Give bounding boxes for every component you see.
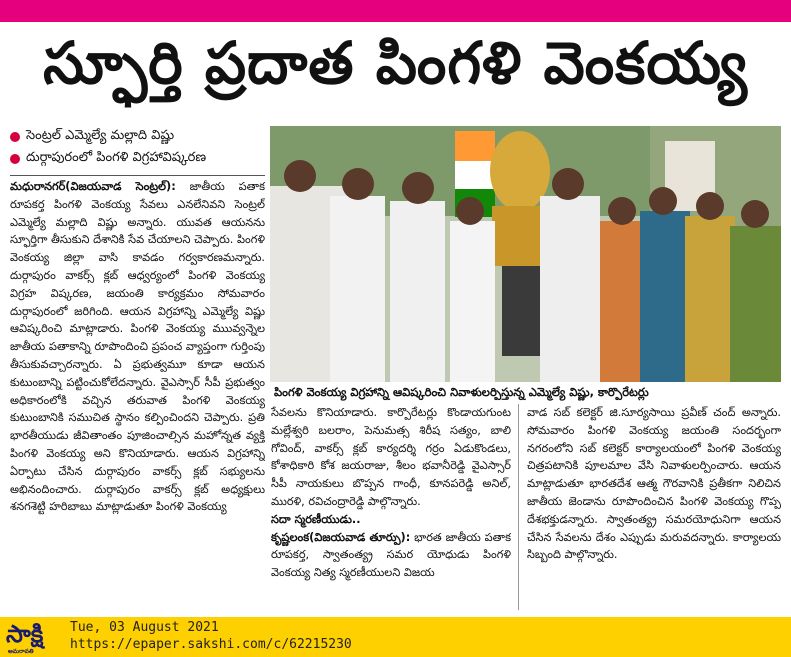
photo-caption: పింగళి వెంకయ్య విగ్రహాన్ని ఆవిష్కరించి నివాళులర్పిస్తున్న ఎమ్మెల్యే విష్ణు, కార్పొరేటర్లు: [274, 385, 649, 399]
headline: స్ఫూర్తి ప్రదాత పింగళి వెంకయ్య: [43, 28, 748, 97]
subhead-item: [10, 126, 265, 148]
article-column-1: [10, 178, 265, 610]
subhead-text: దుర్గాపురంలో పింగళి విగ్రహావిష్కరణ: [26, 150, 207, 165]
publish-date: Tue, 03 August 2021: [70, 620, 219, 635]
article-column-2: [271, 404, 511, 612]
article-text: సేవలను కొనియాడారు. కార్పొరేటర్లు కొండాయగుంట మల్లేశ్వరి బలరాం, పెనుమత్స శిరీష సత్యం, బాలి గోవింద్, వాకర్స్ క్లబ్ కార్యదర్శి గర్రం ఏడుకొండలు, కోశాధికారి కోశ జయరాజు, శీలం భవానీరెడ్డి వైఎస్సార్ సీపీ నాయకులు బొప్పన గాంధీ, కూనపరెడ్డి అనిల్, మురళి, రవిచంద్రారెడ్డి పాల్గొన్నారు.: [271, 406, 511, 508]
dateline: కృష్ణలంక(విజయవాడ తూర్పు):: [271, 530, 411, 544]
article-text: వాడ సబ్ కలెక్టర్ జి.సూర్యసాయి ప్రవీణ్ చంద్ అన్నారు. సోమవారం పింగళి వెంకయ్య జయంతి సందర్భంగా నగరంలోని సబ్ కలెక్టర్ కార్యాలయంలో పింగళి వెంకయ్య చిత్రపటానికి పూలమాల వేసి నివాళులర్పించారు. ఆయన మాట్లాడుతూ భారతదేశ ఆత్మ గౌరవానికి ప్రతీకగా నిలిచిన జాతీయ జెండాను రూపొందించిన పింగళి వెంకయ్య గొప్ప దేశభక్తుడన్నారు. స్వాతంత్య్ర సమరయోధునిగా ఆయన చేసిన సేవలను దేశం ఎప్పుడు మరువదన్నారు. కార్యాలయ సిబ్బంది పాల్గొన్నారు.: [527, 406, 781, 562]
news-photo: [270, 126, 781, 382]
epaper-url-link[interactable]: https://epaper.sakshi.com/c/62215230: [70, 637, 352, 652]
article-text: భారత జాతీయ పతాక రూపకర్త, స్వాతంత్య్ర సమర యోధుడు పింగళి వెంకయ్య నిత్య స్మరణీయులని విజయ: [271, 530, 511, 580]
bullet-dot-icon: [10, 154, 20, 164]
subhead-text: సెంట్రల్ ఎమ్మెల్యే మల్లాది విష్ణు: [26, 128, 175, 143]
article-paragraph: [271, 529, 511, 582]
sakshi-logo[interactable]: సాక్షి: [6, 620, 44, 648]
subhead-divider: [10, 175, 265, 176]
article-paragraph: [10, 178, 265, 516]
subhead-item: [10, 148, 265, 170]
logo-subtitle: అమరావతి: [8, 648, 34, 655]
top-color-bar: [0, 0, 791, 22]
bullet-dot-icon: [10, 132, 20, 142]
photo-illustration: [270, 126, 781, 382]
article-text: జాతీయ పతాక రూపకర్త పింగళి వెంకయ్య సేవలు ఎనలేనివని సెంట్రల్ ఎమ్మెల్యే మల్లాది విష్ణు అన్నారు. యువత ఆయనను స్ఫూర్తిగా తీసుకుని దేశానికి సేవ చేయాలని చెప్పారు. పింగళి వెంకయ్య జిల్లా వాసి కావడం గర్వకారణమన్నారు. దుర్గాపురం వాకర్స్ క్లబ్ ఆధ్వర్యంలో పింగళి వెంకయ్య విగ్రహ విష్కరణ, జయంతి కార్యక్రమం సోమవారం దుర్గాపురంలో జరిగింది. ఆయన విగ్రహాన్ని ఎమ్మెల్యే విష్ణు ఆవిష్కరించి మాట్లాడారు. పింగళి వెంకయ్య ముువ్వన్నెల జాతీయ పతాకాన్ని రూపొందించి ప్రపంచ వ్యాప్తంగా గుర్తింపు తీసుకువచ్చారన్నారు. ఏ ప్రభుత్వమూ కూడా ఆయన కుటుంబాన్ని పట్టించుకోలేదన్నారు. వైఎస్సార్ సీపీ ప్రభుత్వం అధికారంలోకి వచ్చిన తరువాత పింగళి వెంకయ్య కుటుంబానికి సముచిత స్థానం కల్పించిందని చెప్పారు. ప్రతి భారతీయుడు జీవితాంతం పూజించాల్సిన మహోన్నత వ్యక్తి పింగళి వెంకయ్య అని కొనియాడారు. ఆయన విగ్రహాన్ని ఏర్పాటు చేసిన దుర్గాపురం వాకర్స్ క్లబ్ సభ్యులను అభినందించారు. దుర్గాపురం వాకర్స్ క్లబ్ అధ్యక్షులు శనగశెట్టి హరిబాబు మాట్లాడుతూ పింగళి వెంకయ్య: [10, 180, 265, 514]
subheads: [10, 126, 265, 170]
column-divider: [518, 404, 519, 610]
dateline: మధురానగర్(విజయవాడ సెంట్రల్):: [10, 180, 176, 193]
section-subtitle: సదా స్మరణీయుడు..: [271, 512, 361, 526]
article-column-3: [527, 404, 781, 612]
